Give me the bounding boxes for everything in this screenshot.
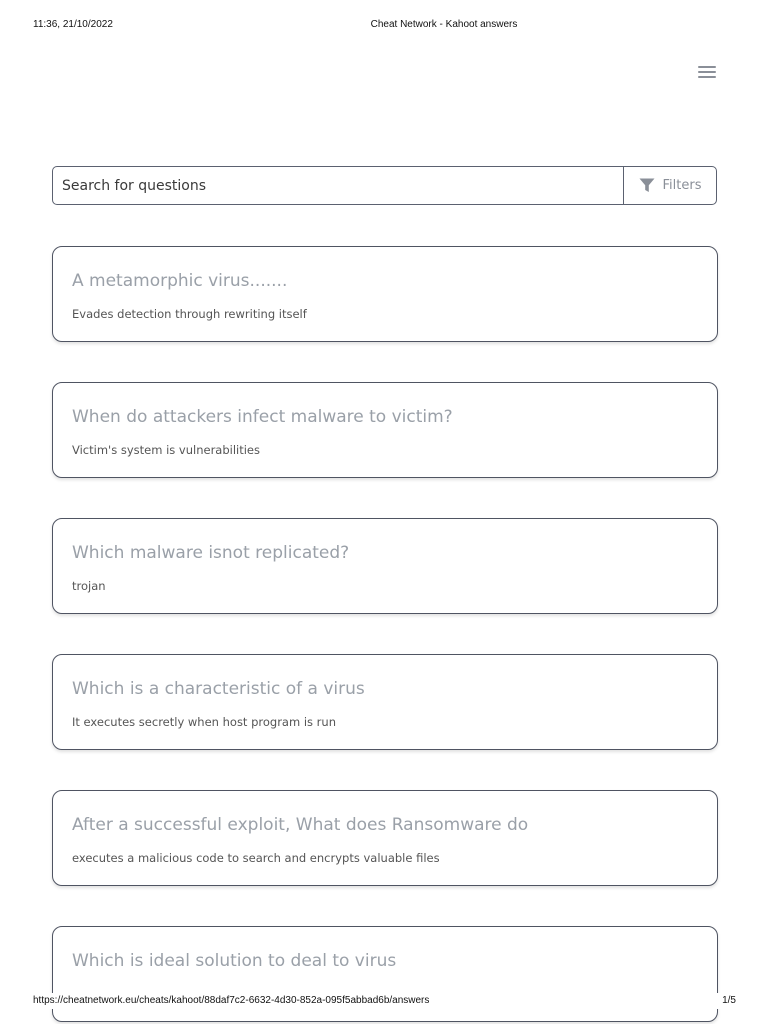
question-text: Which is a characteristic of a virus — [72, 679, 365, 699]
filters-label: Filters — [662, 178, 702, 193]
question-card[interactable] — [52, 382, 718, 478]
question-card[interactable] — [52, 654, 718, 750]
question-card[interactable] — [52, 518, 718, 614]
question-text: A metamorphic virus....... — [72, 271, 288, 291]
question-text: After a successful exploit, What does Ransomware do — [72, 815, 529, 835]
print-footer — [0, 993, 768, 1009]
menu-button[interactable] — [696, 62, 720, 84]
question-text: Which malware isnot replicated? — [72, 543, 350, 563]
print-url: https://cheatnetwork.eu/cheats/kahoot/88daf7c2-6632-4d30-852a-095f5abbad6b/answers — [33, 995, 430, 1006]
filters-button[interactable] — [623, 167, 716, 204]
answer-text: Evades detection through rewriting itself — [72, 307, 307, 321]
answer-text: It executes secretly when host program is run — [72, 715, 336, 729]
question-card[interactable] — [52, 246, 718, 342]
question-text: Which is ideal solution to deal to virus — [72, 951, 397, 971]
question-card[interactable] — [52, 790, 718, 886]
print-datetime: 11:36, 21/10/2022 — [33, 19, 113, 30]
print-header — [0, 14, 768, 34]
hamburger-menu-icon — [696, 62, 720, 82]
print-page-title: Cheat Network - Kahoot answers — [370, 19, 518, 30]
search-bar — [52, 166, 717, 205]
search-input[interactable] — [53, 167, 623, 204]
answer-text: trojan — [72, 579, 106, 593]
answer-text: Victim's system is vulnerabilities — [72, 443, 261, 457]
page-number: 1/5 — [722, 995, 736, 1006]
question-text: When do attackers infect malware to victim? — [72, 407, 453, 427]
funnel-icon — [639, 178, 655, 193]
answer-text: executes a malicious code to search and encrypts valuable files — [72, 851, 440, 865]
